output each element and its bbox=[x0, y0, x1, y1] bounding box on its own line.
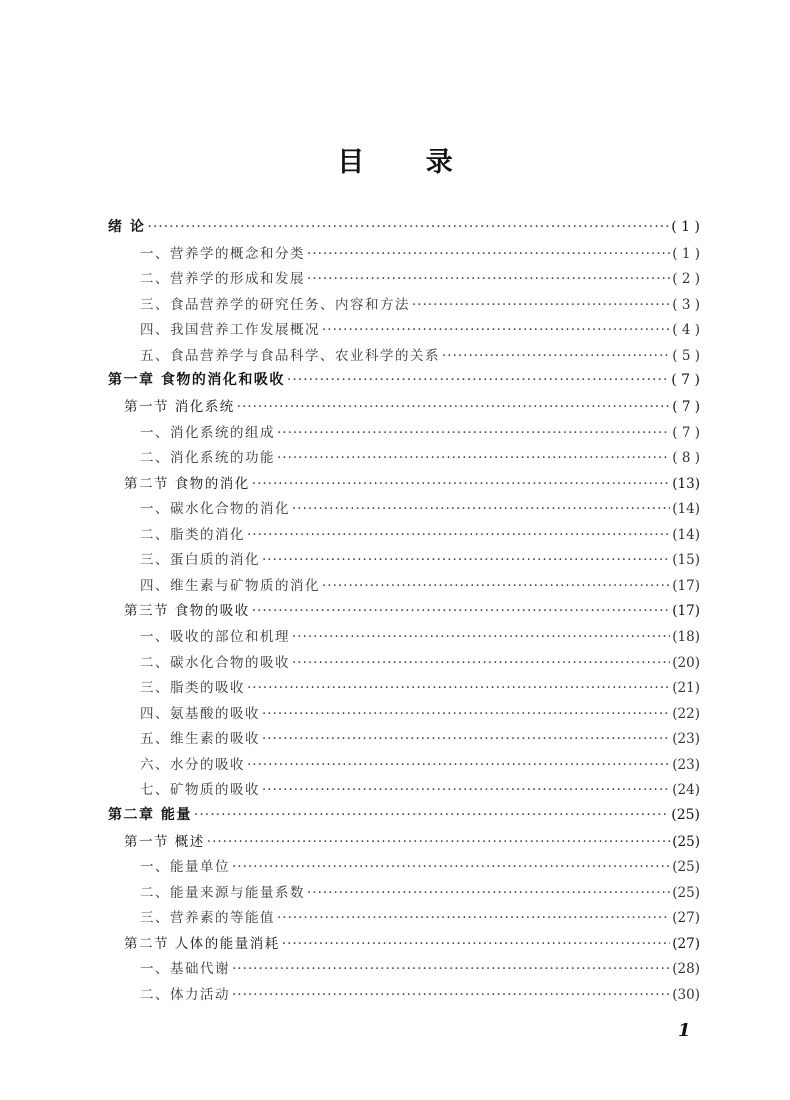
dot-leader bbox=[307, 271, 670, 287]
toc-label: 一、基础代谢 bbox=[140, 961, 230, 978]
toc-page-number: ( 3 ) bbox=[672, 296, 700, 313]
dot-leader bbox=[252, 603, 670, 619]
dot-leader bbox=[262, 731, 670, 747]
dot-leader bbox=[412, 297, 670, 313]
toc-page-number: (25) bbox=[672, 884, 700, 901]
dot-leader bbox=[232, 859, 670, 875]
toc-item[interactable] bbox=[108, 906, 700, 932]
toc-item[interactable] bbox=[108, 957, 700, 983]
toc-item[interactable] bbox=[108, 344, 700, 370]
toc-label: 一、营养学的概念和分类 bbox=[140, 245, 305, 262]
toc-item[interactable] bbox=[108, 727, 700, 753]
dot-leader bbox=[147, 219, 669, 235]
toc-label: 第二章 能量 bbox=[108, 806, 192, 823]
toc-item[interactable] bbox=[108, 625, 700, 651]
toc-page-number: (15) bbox=[672, 552, 700, 569]
toc-item[interactable] bbox=[108, 574, 700, 600]
table-of-contents bbox=[108, 216, 700, 1008]
toc-page-number: (21) bbox=[672, 680, 700, 697]
toc-page-number: (28) bbox=[672, 961, 700, 978]
toc-page-number: (20) bbox=[672, 654, 700, 671]
toc-section[interactable] bbox=[108, 932, 700, 958]
toc-page-number: (30) bbox=[672, 986, 700, 1003]
toc-chapter[interactable] bbox=[108, 369, 700, 395]
toc-item[interactable] bbox=[108, 881, 700, 907]
toc-label: 第一节 消化系统 bbox=[124, 398, 235, 415]
toc-page-number: ( 2 ) bbox=[672, 271, 700, 288]
dot-leader bbox=[277, 425, 670, 441]
toc-chapter[interactable] bbox=[108, 804, 700, 830]
toc-page-number: (17) bbox=[672, 603, 700, 620]
toc-page-number: ( 8 ) bbox=[672, 450, 700, 467]
toc-page-number: ( 5 ) bbox=[672, 347, 700, 364]
dot-leader bbox=[194, 807, 669, 823]
dot-leader bbox=[277, 910, 670, 926]
toc-page-number: (18) bbox=[672, 629, 700, 645]
dot-leader bbox=[247, 680, 670, 696]
toc-section[interactable] bbox=[108, 599, 700, 625]
dot-leader bbox=[207, 834, 670, 850]
dot-leader bbox=[322, 322, 670, 338]
toc-item[interactable] bbox=[108, 446, 700, 472]
toc-label: 四、维生素与矿物质的消化 bbox=[140, 577, 320, 594]
toc-label: 第三节 食物的吸收 bbox=[124, 603, 250, 620]
toc-label: 一、吸收的部位和机理 bbox=[140, 629, 290, 645]
toc-section[interactable] bbox=[108, 830, 700, 856]
toc-label: 七、矿物质的吸收 bbox=[140, 782, 260, 799]
dot-leader bbox=[262, 706, 670, 722]
toc-item[interactable] bbox=[108, 676, 700, 702]
toc-label: 三、脂类的吸收 bbox=[140, 680, 245, 697]
dot-leader bbox=[322, 578, 670, 594]
toc-page-number: ( 7 ) bbox=[671, 372, 700, 389]
toc-label: 二、体力活动 bbox=[140, 986, 230, 1003]
dot-leader bbox=[252, 476, 670, 492]
dot-leader bbox=[282, 936, 670, 952]
toc-label: 四、我国营养工作发展概况 bbox=[140, 322, 320, 339]
toc-item[interactable] bbox=[108, 497, 700, 523]
toc-label: 二、营养学的形成和发展 bbox=[140, 271, 305, 288]
toc-page-number: (27) bbox=[672, 910, 700, 927]
toc-label: 三、食品营养学的研究任务、内容和方法 bbox=[140, 296, 410, 313]
toc-item[interactable] bbox=[108, 242, 700, 268]
toc-page-number: (23) bbox=[672, 731, 700, 748]
toc-page-number: (17) bbox=[672, 577, 700, 594]
toc-page-number: (25) bbox=[672, 833, 700, 850]
toc-label: 绪 论 bbox=[108, 219, 146, 235]
toc-label: 四、氨基酸的吸收 bbox=[140, 705, 260, 722]
dot-leader bbox=[287, 372, 669, 388]
toc-item[interactable] bbox=[108, 267, 700, 293]
toc-label: 五、维生素的吸收 bbox=[140, 731, 260, 748]
toc-label: 三、蛋白质的消化 bbox=[140, 552, 260, 569]
toc-item[interactable] bbox=[108, 293, 700, 319]
toc-item[interactable] bbox=[108, 855, 700, 881]
toc-label: 二、碳水化合物的吸收 bbox=[140, 654, 290, 671]
dot-leader bbox=[262, 552, 670, 568]
dot-leader bbox=[292, 501, 670, 517]
toc-item[interactable] bbox=[108, 753, 700, 779]
toc-page-number: (23) bbox=[672, 756, 700, 773]
dot-leader bbox=[262, 782, 670, 798]
toc-page-number: (13) bbox=[672, 475, 700, 492]
toc-page-number: (22) bbox=[672, 705, 700, 722]
toc-item[interactable] bbox=[108, 651, 700, 677]
toc-label: 三、营养素的等能值 bbox=[140, 910, 275, 927]
toc-section[interactable] bbox=[108, 395, 700, 421]
page-title: 目 录 bbox=[337, 147, 479, 178]
toc-page-number: (24) bbox=[672, 782, 700, 799]
toc-item[interactable] bbox=[108, 983, 700, 1009]
toc-label: 第一章 食物的消化和吸收 bbox=[108, 372, 285, 389]
toc-item[interactable] bbox=[108, 702, 700, 728]
toc-label: 二、脂类的消化 bbox=[140, 526, 245, 543]
toc-label: 一、消化系统的组成 bbox=[140, 424, 275, 441]
toc-page-number: ( 4 ) bbox=[672, 322, 700, 339]
toc-chapter[interactable] bbox=[108, 216, 700, 242]
toc-label: 二、能量来源与能量系数 bbox=[140, 884, 305, 901]
dot-leader bbox=[232, 961, 670, 977]
toc-label: 五、食品营养学与食品科学、农业科学的关系 bbox=[140, 347, 440, 364]
dot-leader bbox=[307, 885, 670, 901]
toc-page-number: ( 1 ) bbox=[672, 245, 700, 262]
toc-page-number: ( 1 ) bbox=[671, 219, 700, 235]
dot-leader bbox=[307, 246, 670, 262]
toc-page-number: (27) bbox=[672, 935, 700, 952]
dot-leader bbox=[442, 348, 670, 364]
toc-item[interactable] bbox=[108, 523, 700, 549]
toc-page-number: ( 7 ) bbox=[672, 398, 700, 415]
toc-label: 二、消化系统的功能 bbox=[140, 450, 275, 467]
dot-leader bbox=[232, 987, 670, 1003]
dot-leader bbox=[277, 450, 670, 466]
toc-section[interactable] bbox=[108, 472, 700, 498]
dot-leader bbox=[292, 655, 670, 671]
toc-label: 第二节 人体的能量消耗 bbox=[124, 935, 280, 952]
toc-label: 一、碳水化合物的消化 bbox=[140, 501, 290, 518]
dot-leader bbox=[292, 629, 670, 645]
toc-item[interactable] bbox=[108, 778, 700, 804]
toc-page-number: ( 7 ) bbox=[672, 424, 700, 441]
toc-label: 第一节 概述 bbox=[124, 833, 205, 850]
page-number: 1 bbox=[678, 1020, 691, 1041]
toc-item[interactable] bbox=[108, 421, 700, 447]
dot-leader bbox=[247, 757, 670, 773]
dot-leader bbox=[247, 527, 670, 543]
toc-label: 六、水分的吸收 bbox=[140, 756, 245, 773]
toc-page-number: (25) bbox=[672, 859, 700, 876]
toc-page-number: (14) bbox=[672, 501, 700, 518]
toc-item[interactable] bbox=[108, 318, 700, 344]
toc-item[interactable] bbox=[108, 548, 700, 574]
toc-page-number: (14) bbox=[672, 526, 700, 543]
toc-page-number: (25) bbox=[671, 806, 700, 823]
dot-leader bbox=[237, 399, 670, 415]
toc-label: 一、能量单位 bbox=[140, 859, 230, 876]
toc-label: 第二节 食物的消化 bbox=[124, 475, 250, 492]
